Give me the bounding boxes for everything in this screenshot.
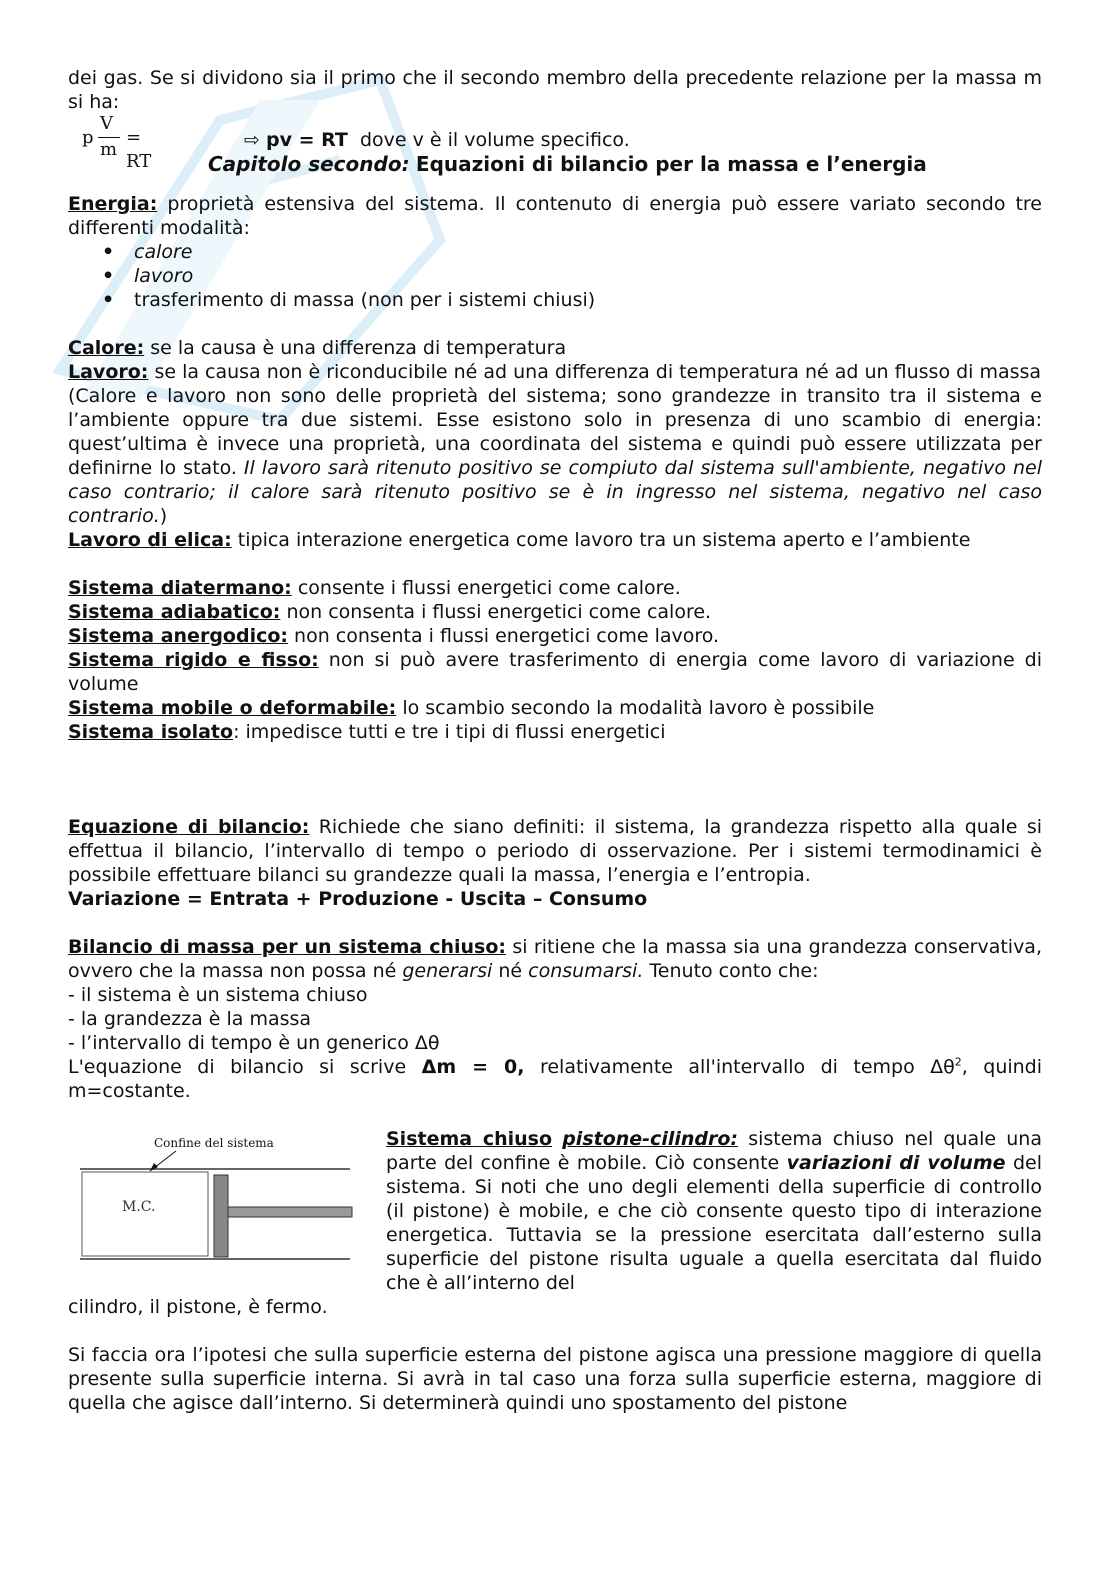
energia-paragraph xyxy=(68,192,1042,240)
formula-numerator: V xyxy=(100,113,113,134)
formula-denominator: m xyxy=(100,139,118,160)
sistema-line xyxy=(68,576,1042,600)
calore-text: se la causa è una differenza di temperatura xyxy=(150,337,567,359)
pistone-b1: variazioni di volume xyxy=(786,1152,1006,1174)
bilancio-text: Richiede che siano definiti: il sistema, la grandezza rispetto alla quale si effettua il bilancio, l’intervallo di tempo o periodo di osservazione. Per i sistemi termodinamici è possibile effettuare bilanci su grandezze quali la massa, l’energia e l’entropia. xyxy=(68,816,1042,886)
sistema-line xyxy=(68,648,1042,696)
sistema-text: non consenta i flussi energetici come calore. xyxy=(286,601,712,623)
sistema-text: lo scambio secondo la modalità lavoro è possibile xyxy=(402,697,875,719)
arrow-icon: ⇨ xyxy=(244,129,260,151)
massa-item: - la grandezza è la massa xyxy=(68,1008,312,1030)
sistema-line xyxy=(68,696,1042,720)
sistema-term: Sistema isolato xyxy=(68,721,234,743)
piston-cylinder-figure xyxy=(80,1129,370,1299)
formula-rhs: = RT xyxy=(126,127,152,172)
eq-post: relativamente all'intervallo di tempo Δθ xyxy=(539,1056,955,1078)
intro-paragraph: dei gas. Se si dividono sia il primo che il secondo membro della precedente relazione per la massa m si ha: xyxy=(68,67,1042,113)
massa-i2: consumarsi. xyxy=(528,960,644,982)
formula-result xyxy=(244,128,630,152)
chapter-heading xyxy=(208,152,927,176)
paren-paragraph xyxy=(68,384,1042,528)
energia-term: Energia: xyxy=(68,193,158,215)
sistema-text: non consenta i flussi energetici come lavoro. xyxy=(294,625,720,647)
pistone-term2: pistone-cilindro: xyxy=(562,1128,739,1150)
figure-mc-label: M.C. xyxy=(122,1199,156,1215)
pistone-term1: Sistema chiuso xyxy=(386,1128,553,1150)
calore-paragraph xyxy=(68,336,1042,360)
paren-close: ) xyxy=(159,505,168,527)
energia-list xyxy=(68,240,1042,312)
eq-main: Δm = 0, xyxy=(421,1056,525,1078)
energia-text: proprietà estensiva del sistema. Il contenuto di energia può essere variato secondo tre differenti modalità: xyxy=(68,193,1042,239)
list-item: • calore xyxy=(134,240,1042,264)
elica-term: Lavoro di elica: xyxy=(68,529,232,551)
eq-end: , quindi m=costante. xyxy=(68,1056,1043,1102)
massa-paragraph xyxy=(68,935,1042,983)
elica-text: tipica interazione energetica come lavoro tra un sistema aperto e l’ambiente xyxy=(237,529,971,551)
calore-term: Calore: xyxy=(68,337,145,359)
sistema-line xyxy=(68,720,1042,744)
sistema-term: Sistema diatermano: xyxy=(68,577,292,599)
pistone-t1: sistema chiuso nel quale una parte del confine è mobile. Ciò consente xyxy=(386,1128,1042,1174)
figure-boundary-label: Confine del sistema xyxy=(154,1136,274,1150)
chapter-label: Capitolo secondo: xyxy=(208,152,410,176)
lavoro-text: se la causa non è riconducibile né ad una differenza di temperatura né ad un flusso di massa xyxy=(154,361,1042,383)
massa-equation xyxy=(68,1055,1042,1103)
piston-text-block xyxy=(386,1127,1042,1295)
massa-item: - l’intervallo di tempo è un generico Δθ xyxy=(68,1032,440,1054)
formula-eq: pv = RT xyxy=(265,129,348,151)
sistema-term: Sistema adiabatico: xyxy=(68,601,281,623)
pistone-t2: del sistema. Si noti che uno degli elementi della superficie di controllo (il pistone) è mobile, e che ciò consente questo tipo di interazione energetica. Tuttavia se la pressione esercitata dall’esterno sulla superficie del pistone risulta uguale a quella esercitata dal fluido che è all’interno del xyxy=(386,1152,1042,1294)
paren-text: (Calore e lavoro non sono delle proprietà del sistema; sono grandezze in transito tra il sistema e l’ambiente oppure tra due sistemi. Esse esistono solo in presenza di uno scambio di energia: quest’ultima è invece una proprietà, una coordinata del sistema e quindi può essere utilizzata per definirne lo stato. xyxy=(68,385,1042,479)
massa-item: - il sistema è un sistema chiuso xyxy=(68,984,368,1006)
bilancio-formula: Variazione = Entrata + Produzione - Uscita – Consumo xyxy=(68,888,648,910)
lavoro-paragraph xyxy=(68,360,1042,384)
sistema-line xyxy=(68,624,1042,648)
pistone-t3: cilindro, il pistone, è fermo. xyxy=(68,1296,328,1318)
formula-p: p xyxy=(82,127,94,148)
sistema-term: Sistema mobile o deformabile: xyxy=(68,697,397,719)
eq-sup: 2 xyxy=(954,1055,962,1069)
elica-paragraph xyxy=(68,528,1042,552)
bilancio-paragraph xyxy=(68,815,1042,887)
massa-i1: generarsi xyxy=(402,960,493,982)
sistema-text: consente i flussi energetici come calore. xyxy=(297,577,681,599)
ideal-gas-formula xyxy=(68,113,1042,176)
bilancio-term: Equazione di bilancio: xyxy=(68,816,310,838)
document-page xyxy=(68,66,1042,1415)
massa-term: Bilancio di massa per un sistema chiuso: xyxy=(68,936,506,958)
list-item: • trasferimento di massa (non per i sistemi chiusi) xyxy=(134,288,1042,312)
sistema-text: : impedisce tutti e tre i tipi di flussi energetici xyxy=(233,721,666,743)
list-item: • lavoro xyxy=(134,264,1042,288)
piston-section xyxy=(68,1127,1042,1319)
massa-t1: si ritiene che la massa sia una grandezza conservativa, ovvero che la massa non possa né xyxy=(68,936,1042,982)
massa-t2: né xyxy=(498,960,523,982)
eq-pre: L'equazione di bilancio si scrive xyxy=(68,1056,407,1078)
paren-italic: Il lavoro sarà ritenuto positivo se compiuto dal sistema sull'ambiente, negativo nel caso contrario; il calore sarà ritenuto positivo se è in ingresso nel sistema, negativo nel caso contrario. xyxy=(68,457,1042,527)
sistema-text: non si può avere trasferimento di energia come lavoro di variazione di volume xyxy=(68,649,1043,695)
formula-desc: dove v è il volume specifico. xyxy=(359,129,630,151)
ipotesi-paragraph: Si faccia ora l’ipotesi che sulla superficie esterna del pistone agisca una pressione maggiore di quella presente sulla superficie interna. Si avrà in tal caso una forza sulla superficie esterna, maggiore di quella che agisce dall’interno. Si determinerà quindi uno spostamento del pistone xyxy=(68,1344,1042,1414)
sistema-term: Sistema rigido e fisso: xyxy=(68,649,319,671)
lavoro-term: Lavoro: xyxy=(68,361,149,383)
sistema-line xyxy=(68,600,1042,624)
massa-t3: Tenuto conto che: xyxy=(649,960,819,982)
chapter-title: Equazioni di bilancio per la massa e l’energia xyxy=(415,152,927,176)
sistema-term: Sistema anergodico: xyxy=(68,625,288,647)
